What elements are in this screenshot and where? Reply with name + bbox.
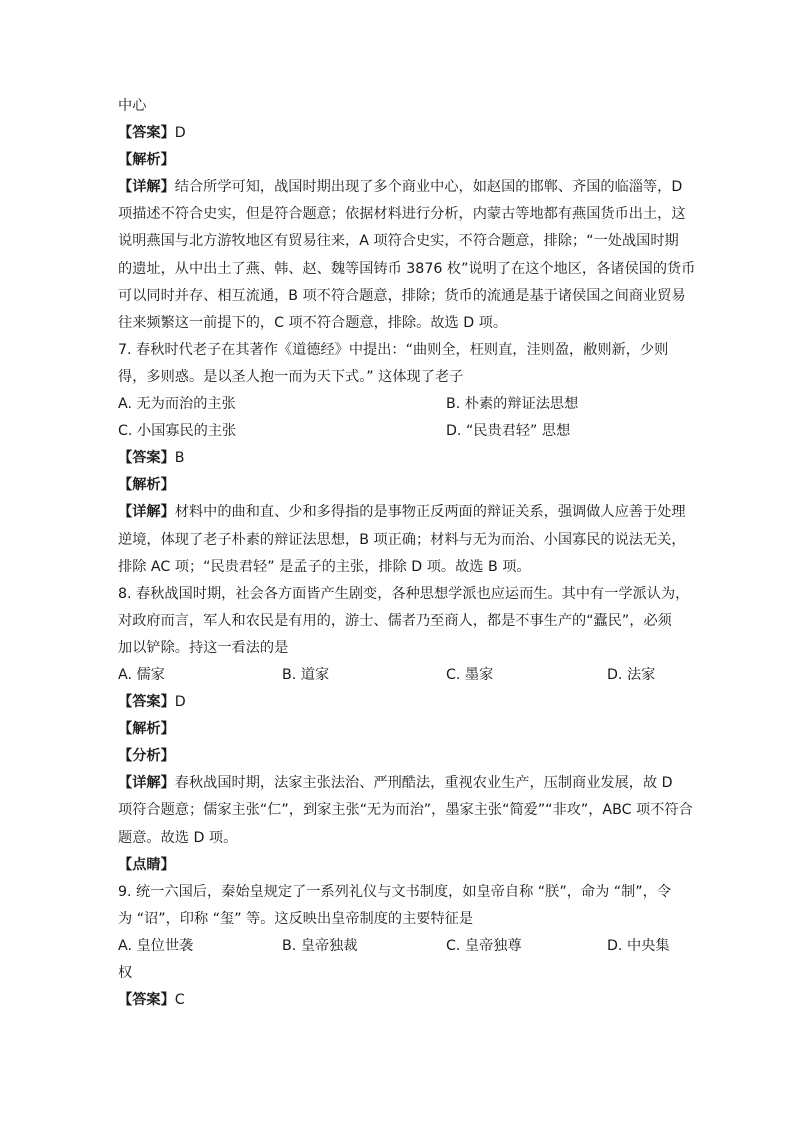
text-line: 对政府而言，军人和农民是有用的，游士、儒者乃至商人，都是不事生产的“蠹民”，必须 (118, 612, 672, 629)
answer-options (118, 933, 680, 960)
text-line: 8. 春秋战国时期，社会各方面皆产生剧变，各种思想学派也应运而生。其中有一学派认为， (118, 585, 690, 602)
section-label-line (118, 174, 683, 201)
section-label: 【分析】 (118, 748, 175, 765)
answer-options (118, 418, 680, 445)
answer-option: C. 皇帝独尊 (446, 937, 522, 954)
answer-option: C. 墨家 (446, 666, 494, 683)
text-line: 说明燕国与北方游牧地区有贸易往来，A 项符合史实，不符合题意，排除；“一处战国时期 (118, 233, 679, 250)
text-line: 为 “诏”，印称 “玺” 等。这反映出皇帝制度的主要特征是 (118, 910, 474, 927)
text-line: 加以铲除。持这一看法的是 (118, 639, 289, 656)
section-label-line (118, 472, 680, 499)
answer-options (118, 391, 680, 418)
section-label: 【点睛】 (118, 856, 175, 873)
answer-option: B. 朴素的辩证法思想 (446, 396, 579, 413)
section-label-line (118, 445, 680, 472)
line-text: 结合所学可知，战国时期出现了多个商业中心，如赵国的邯郸、齐国的临淄等，D (174, 179, 683, 196)
section-label-line (118, 987, 680, 1014)
text-line: 往来频繁这一前提下的，C 项不符合题意，排除。故选 D 项。 (118, 314, 508, 331)
line-text: 材料中的曲和直、少和多得指的是事物正反两面的辩证关系，强调做人应善于处理 (174, 504, 686, 521)
answer-option: D. 法家 (607, 666, 656, 683)
section-label: 【答案】 (118, 992, 175, 1009)
text-line: 得，多则惑。是以圣人抱一而为天下式。” 这体现了老子 (118, 368, 464, 385)
section-label-line (118, 120, 680, 147)
answer-option: A. 儒家 (118, 666, 165, 683)
section-label-line (118, 499, 686, 526)
line-text: 春秋战国时期，法家主张法治、严刑酷法，重视农业生产，压制商业发展，故 D (174, 775, 673, 792)
section-label: 【答案】 (118, 125, 175, 142)
document-body (118, 93, 696, 1014)
text-line: 题意。故选 D 项。 (118, 829, 238, 846)
section-label: 【答案】 (118, 694, 175, 711)
answer-option: C. 小国寡民的主张 (118, 423, 237, 440)
section-label: 【详解】 (118, 504, 175, 521)
section-label-line (118, 852, 680, 879)
line-text: C (174, 992, 185, 1009)
section-label-line (118, 743, 680, 770)
answer-option: A. 无为而治的主张 (118, 396, 236, 413)
section-label: 【解析】 (118, 152, 175, 169)
text-line: 项描述不符合史实，但是符合题意；依据材料进行分析，内蒙古等地都有燕国货币出土，这 (118, 206, 686, 223)
answer-option: A. 皇位世袭 (118, 937, 194, 954)
text-line: 排除 AC 项；“民贵君轻” 是孟子的主张，排除 D 项。故选 B 项。 (118, 558, 531, 575)
text-line: 中心 (118, 98, 147, 114)
section-label-line (118, 716, 680, 743)
text-line: 的遗址，从中出土了燕、韩、赵、魏等国铸币 3876 枚”说明了在这个地区，各诸侯国的货币 (118, 260, 696, 277)
answer-options (118, 662, 680, 689)
section-label-line (118, 770, 680, 797)
text-line: 逆境，体现了老子朴素的辩证法思想，B 项正确；材料与无为而治、小国寡民的说法无关， (118, 531, 686, 548)
answer-option: B. 皇帝独裁 (282, 937, 358, 954)
section-label-line (118, 147, 680, 174)
section-label: 【解析】 (118, 477, 175, 494)
line-text: B (174, 450, 185, 467)
text-line: 项符合题意；儒家主张“仁”，到家主张“无为而治”，墨家主张“简爱”“非攻”，ABC 项不符合 (118, 802, 693, 819)
answer-option: B. 道家 (282, 666, 330, 683)
section-label-line (118, 689, 680, 716)
text-line: 权 (118, 965, 133, 981)
section-label: 【答案】 (118, 450, 175, 467)
line-text: D (174, 125, 186, 142)
answer-option: D. 中央集 (607, 937, 670, 954)
section-label: 【详解】 (118, 775, 175, 792)
answer-option: D. “民贵君轻” 思想 (446, 423, 571, 440)
line-text: D (174, 694, 186, 711)
section-label: 【解析】 (118, 721, 175, 738)
text-line: 9. 统一六国后，秦始皇规定了一系列礼仪与文书制度，如皇帝自称 “朕”，命为 “制”，令 (118, 883, 672, 900)
text-line: 可以同时并存、相互流通，B 项不符合题意，排除；货币的流通是基于诸侯国之间商业贸易 (118, 287, 686, 304)
text-line: 7. 春秋时代老子在其著作《道德经》中提出：“曲则全，枉则直，洼则盈，敝则新，少则 (118, 341, 669, 358)
section-label: 【详解】 (118, 179, 175, 196)
